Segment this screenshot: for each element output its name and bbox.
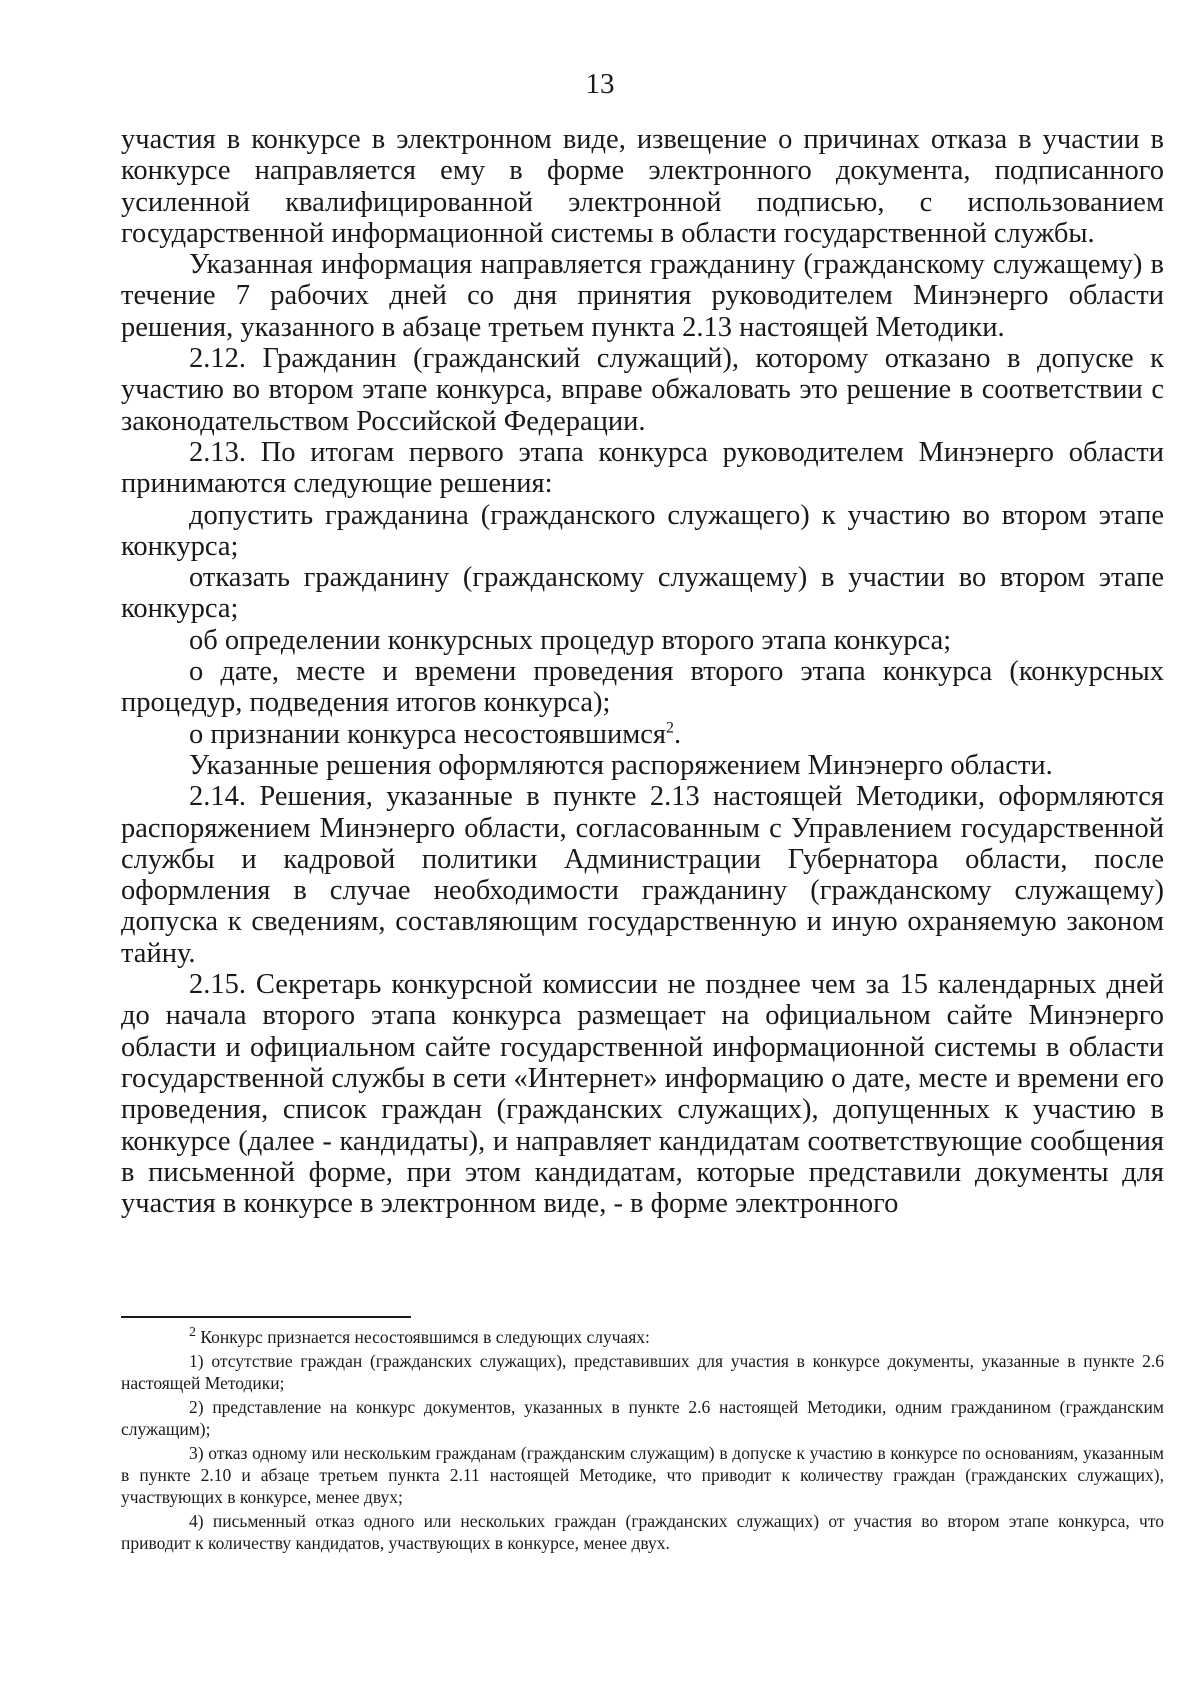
footnotes [121,1326,1164,1556]
footnote-divider [121,1316,411,1318]
paragraph: 2.12. Гражданин (гражданский служащий), которому отказано в допуске к участию во втором этапе конкурса, вправе обжаловать это решение в соответствии с законодательством Российской Федерации. [121,343,1164,437]
paragraph-text: о признании конкурса несостоявшимся [189,718,666,750]
paragraph: о дате, месте и времени проведения второго этапа конкурса (конкурсных процедур, подведения итогов конкурса); [121,656,1164,719]
footnote-item: 3) отказ одному или нескольким гражданам (гражданским служащим) в допуске к участию в конкурсе по основаниям, указанным в пункте 2.10 и абзаце третьем пункта 2.11 настоящей Методике, что приводит к количеству граждан (гражданских служащих), участвующих в конкурсе, менее двух; [121,1443,1164,1507]
footnote-intro-text: Конкурс признается несостоявшимся в следующих случаях: [200,1327,650,1347]
body-text [121,124,1164,1219]
paragraph: 2.15. Секретарь конкурсной комиссии не позднее чем за 15 календарных дней до начала второго этапа конкурса размещает на официальном сайте Минэнерго области и официальном сайте государственной информационной системы в области государственной службы в сети «Интернет» информацию о дате, месте и времени его проведения, список граждан (гражданских служащих), допущенных к участию в конкурсе (далее - кандидаты), и направляет кандидатам соответствующие сообщения в письменной форме, при этом кандидатам, которые представили документы для участия в конкурсе в электронном виде, - в форме электронного [121,969,1164,1220]
paragraph-end-punct: . [674,718,682,750]
footnote-item: 2) представление на конкурс документов, указанных в пункте 2.6 настоящей Методики, одним гражданином (гражданским служащим); [121,1397,1164,1439]
paragraph: об определении конкурсных процедур второго этапа конкурса; [189,624,952,656]
footnote-item: 1) отсутствие граждан (гражданских служащих), представивших для участия в конкурсе документы, указанные в пункте 2.6 настоящей Методики; [121,1351,1164,1393]
footnote-mark: 2 [189,1325,196,1341]
paragraph: Указанная информация направляется гражданину (гражданскому служащему) в течение 7 рабочих дней со дня принятия руководителем Минэнерго области решения, указанного в абзаце третьем пункта 2.13 настоящей Методики. [121,249,1164,343]
footnote-reference[interactable]: 2 [666,719,674,737]
paragraph: допустить гражданина (гражданского служащего) к участию во втором этапе конкурса; [121,499,1164,562]
paragraph: 2.14. Решения, указанные в пункте 2.13 настоящей Методики, оформляются распоряжением Минэнерго области, согласованным с Управлением государственной службы и кадровой политики Администрации Губернатора области, после оформления в случае необходимости гражданину (гражданскому служащему) допуска к сведениям, составляющим государственную и иную охраняемую законом тайну. [121,781,1164,969]
paragraph: участия в конкурсе в электронном виде, извещение о причинах отказа в участии в конкурсе направляется ему в форме электронного документа, подписанного усиленной квалифицированной электронной подписью, с использованием государственной информационной системы в области государственной службы. [121,124,1164,249]
paragraph [121,719,1164,750]
paragraph: 2.13. По итогам первого этапа конкурса руководителем Минэнерго области принимаются следующие решения: [121,436,1164,500]
paragraph: Указанные решения оформляются распоряжением Минэнерго области. [189,749,1053,781]
paragraph: отказать гражданину (гражданскому служащему) в участии во втором этапе конкурса; [121,562,1164,625]
footnote-intro [121,1326,1164,1348]
page-number: 13 [585,68,615,100]
footnote-item: 4) письменный отказ одного или нескольких граждан (гражданских служащих) от участия во втором этапе конкурса, что приводит к количеству кандидатов, участвующих в конкурсе, менее двух. [121,1511,1164,1553]
